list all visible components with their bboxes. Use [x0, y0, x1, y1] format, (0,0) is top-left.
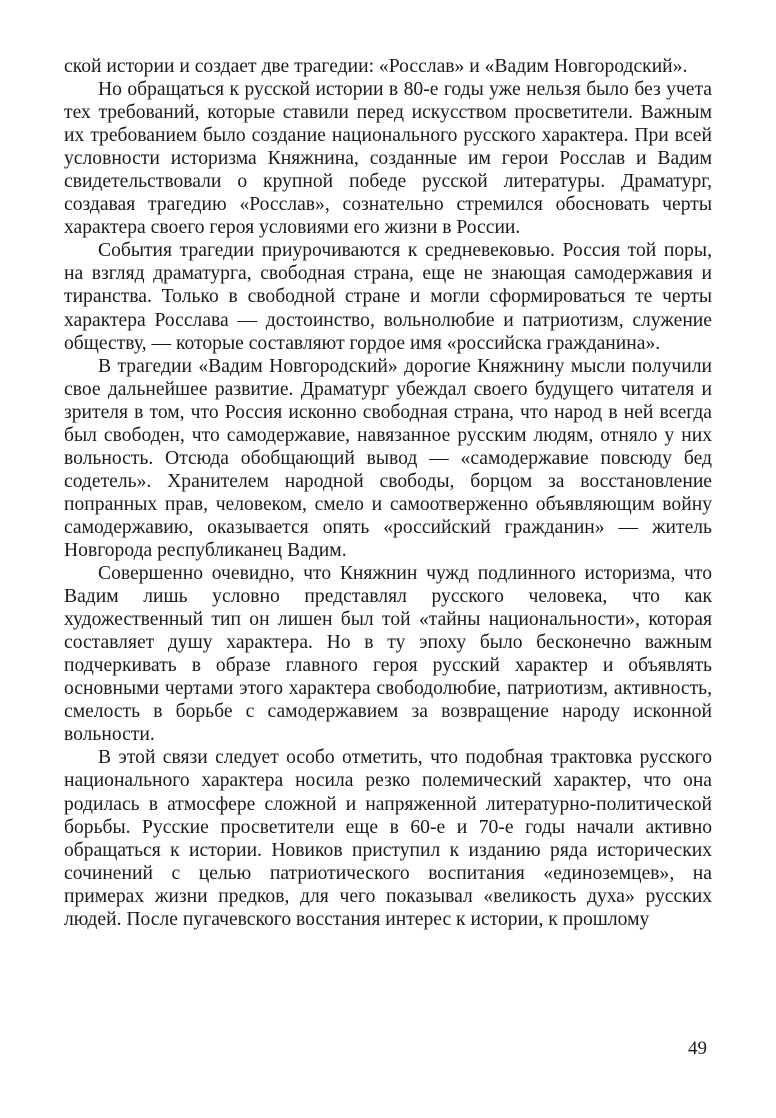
paragraph: В этой связи следует особо отметить, что подобная трактовка русского национального характера носила резко полемический характер, что она родилась в атмосфере сложной и напряженной литературно-политической борьбы. Русские просветители еще в 60-е и 70-е годы начали активно обращаться к истории. Новиков приступил к изданию ряда исторических сочинений с целью патриотического воспитания «единоземцев», на примерах жизни предков, для чего показывал «великость духа» русских людей. После пугачевского восстания интерес к истории, к прошлому: [64, 747, 712, 930]
paragraph: События трагедии приурочиваются к средневековью. Россия той поры, на взгляд драматурга, свободная страна, еще не знающая самодержавия и тиранства. Только в свободной стране и могли сформироваться те черты характера Росслава — достоинство, вольнолюбие и патриотизм, служение обществу, — которые составляют гордое имя «российска гражданина».: [64, 240, 712, 354]
paragraph-continuation: ской истории и создает две трагедии: «Росслав» и «Вадим Новгородский».: [64, 56, 688, 77]
text-column: [64, 55, 712, 931]
paragraph: Совершенно очевидно, что Княжнин чужд подлинного историзма, что Вадим лишь условно представлял русского человека, что как художественный тип он лишен был той «тайны национальности», которая составляет душу характера. Но в ту эпоху было бесконечно важным подчеркивать в образе главного героя русский характер и объявлять основными чертами этого характера свободолюбие, патриотизм, активность, смелость в борьбе с самодержавием за возвращение народу исконной вольности.: [64, 563, 712, 746]
paragraph: Но обращаться к русской истории в 80-е годы уже нельзя было без учета тех требований, которые ставили перед искусством просветители. Важным их требованием было создание национального русского характера. При всей условности историзма Княжнина, созданные им герои Росслав и Вадим свидетельствовали о крупной победе русской литературы. Драматург, создавая трагедию «Росслав», сознательно стремился обосновать черты характера своего героя условиями его жизни в России.: [64, 79, 712, 239]
page-number: 49: [688, 1038, 707, 1059]
paragraph: В трагедии «Вадим Новгородский» дорогие Княжнину мысли получили свое дальнейшее развитие. Драматург убеждал своего будущего читателя и зрителя в том, что Россия исконно свободная страна, что народ в ней всегда был свободен, что самодержавие, навязанное русским людям, отняло у них вольность. Отсюда обобщающий вывод — «самодержавие повсюду бед содетель». Хранителем народной свободы, борцом за восстановление попранных прав, человеком, смело и самоотверженно объявляющим войну самодержавию, оказывается опять «российский гражданин» — житель Новгорода республиканец Вадим.: [64, 355, 712, 561]
